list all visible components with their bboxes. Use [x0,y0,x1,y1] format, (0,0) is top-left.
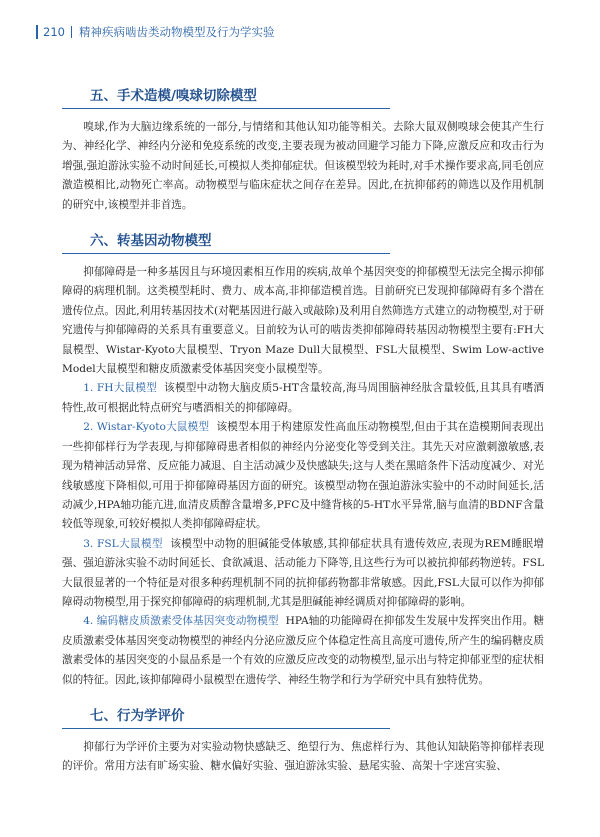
item-label: 3. FSL大鼠模型 [83,537,163,550]
header-bar [36,25,38,39]
section-heading: 五、手术造模/嗅球切除模型 [62,84,390,109]
item-text: HPA轴的功能障碍在抑郁发生发展中发挥突出作用。糖皮质激素受体基因突变动物模型的神经内分泌应激反应个体稳定性高且高度可遗传,所产生的编码糖皮质激素受体的基因突变的小鼠品系是一个有效的应激反应改变的动物模型,显示出与特定抑郁亚型的症状相似的特征。因此,该抑郁障碍小鼠模型在遗传学、神经生物学和行为学研究中具有独特优势。 [62,615,544,686]
book-title: 精神疾病啮齿类动物模型及行为学实验 [78,25,275,39]
section-heading: 六、转基因动物模型 [62,229,390,254]
item-text: 该模型本用于构建原发性高血压动物模型,但由于其在造模期间表现出一些抑郁样行为学表现,与抑郁障碍患者相似的神经内分泌变化等受到关注。其先天对应激刺激敏感,表现为精神活动异常、反应能力减退、自主活动减少及快感缺失;这与人类在黑暗条件下活动度减少、对光线敏感度下降相似,可用于抑郁障碍基因方面的研究。该模型动物在强迫游泳实验中的不动时间延长,活动减少,HPA轴功能亢进,血清皮质醇含量增多,PFC及中缝背核的5-HT水平异常,脑与血清的BDNF含量较低等现象,可较好模拟人类抑郁障碍症状。 [62,421,544,531]
paragraph: 嗅球,作为大脑边缘系统的一部分,与情绪和其他认知功能等相关。去除大鼠双侧嗅球会使其产生行为、神经化学、神经内分泌和免疫系统的改变,主要表现为被动回避学习能力下降,应激反应和攻击行为增强,强迫游泳实验不动时间延长,可模拟人类抑郁症状。但该模型较为耗时,对手术操作要求高,同毛创应激造模相比,动物死亡率高。动物模型与临床症状之间存在差异。因此,在抗抑郁药的筛选以及作用机制的研究中,该模型并非首选。 [62,121,544,211]
section-heading: 七、行为学评价 [62,704,390,729]
paragraph: 抑郁行为学评价主要为对实验动物快感缺乏、绝望行为、焦虑样行为、其他认知缺陷等抑郁样表现的评价。常用方法有旷场实验、糖水偏好实验、强迫游泳实验、悬尾实验、高架十字迷宫实验、 [62,740,544,773]
item-text: 该模型中动物的胆碱能受体敏感,其抑郁症状具有遗传效应,表现为REM睡眠增强、强迫游泳实验不动时间延长、食欲减退、活动能力下降等,且这些行为可以被抗抑郁药物逆转。FSL大鼠很显著的一个特征是对很多种药理机制不同的抗抑郁药物都非常敏感。因此,FSL大鼠可以作为抑郁障碍动物模型,用于探究抑郁障碍的病理机制,尤其是胆碱能神经调质对抑郁障碍的影响。 [62,537,544,608]
section-surgical-model [62,84,544,215]
page-number: 210 [43,25,65,39]
header-separator [71,26,72,38]
item-label: 2. Wistar-Kyoto大鼠模型 [83,421,210,434]
section-behavior-evaluation [62,704,544,777]
list-item [62,612,544,690]
list-item [62,535,544,613]
paragraph: 抑郁障碍是一种多基因且与环境因素相互作用的疾病,故单个基因突变的抑郁模型无法完全揭示抑郁障碍的病理机制。这类模型耗时、费力、成本高,非抑郁造模首选。目前研究已发现抑郁障碍有多个潜在遗传位点。因此,利用转基因技术(对靶基因进行敲入或敲除)及利用自然筛选方式建立的动物模型,对于研究遗传与抑郁障碍的关系具有重要意义。目前较为认可的啮齿类抑郁障碍转基因动物模型主要有:FH大鼠模型、Wistar-Kyoto大鼠模型、Tryon Maze Dull大鼠模型、FSL大鼠模型、Swim Low-active Model大鼠模型和糖皮质激素受体基因突变小鼠模型等。 [62,266,544,376]
item-label: 1. FH大鼠模型 [83,382,157,395]
item-label: 4. 编码糖皮质激素受体基因突变动物模型 [83,615,279,628]
list-item [62,418,544,534]
page-header [36,20,564,44]
item-text: 该模型中动物大脑皮质5-HT含量较高,海马周围脑神经肽含量较低,且其具有嗜酒特性,故可根据此特点研究与嗜酒相关的抑郁障碍。 [62,382,544,414]
section-transgenic-model [62,229,544,690]
list-item [62,379,544,418]
page-content [62,84,544,791]
